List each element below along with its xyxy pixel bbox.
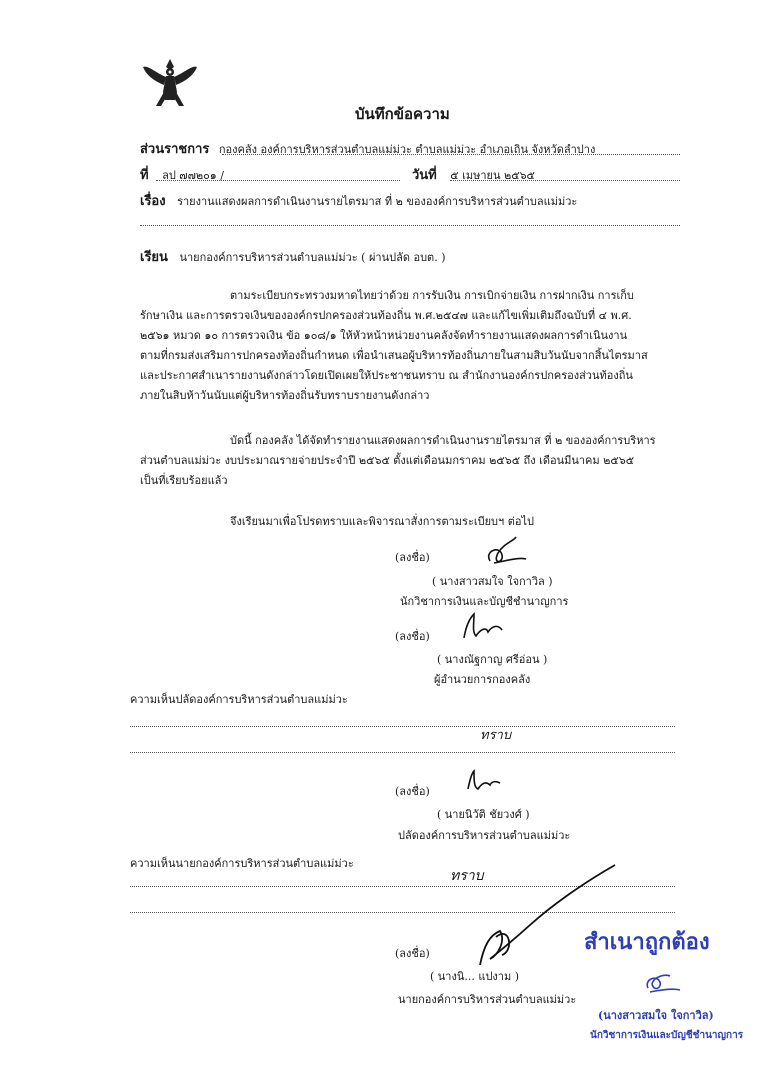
signer3-sign-label: (ลงชื่อ) — [395, 785, 430, 798]
signature-3-icon — [462, 765, 512, 795]
p2-line1: บัดนี้ กองคลัง ได้จัดทำรายงานแสดงผลการดำเนินงานรายไตรมาส ที่ ๒ ขององค์การบริหาร — [230, 434, 656, 447]
date-label: วันที่ — [412, 168, 437, 183]
p2-line3: เป็นที่เรียบร้อยแล้ว — [140, 474, 228, 487]
mayor-note: ทราบ — [450, 868, 484, 884]
signer1-sign-label: (ลงชื่อ) — [395, 551, 430, 564]
garuda-emblem-icon — [140, 55, 200, 115]
p1-line4: ตามที่กรมส่งเสริมการปกครองท้องถิ่นกำหนด เพื่อนำเสนอผู้บริหารท้องถิ่นภายในสามสิบวันนับจากสิ้นไตรมาส — [140, 349, 648, 362]
signer4-position: นายกองค์การบริหารส่วนตำบลแม่ม่วะ — [398, 993, 577, 1006]
signer4-sign-label: (ลงชื่อ) — [395, 947, 430, 960]
signer2-name: ( นางณัฐกาญ ศรีอ่อน ) — [437, 653, 548, 666]
to-label: เรียน — [140, 250, 168, 265]
signer3-name: ( นายนิวัติ ชัยวงศ์ ) — [437, 808, 530, 821]
to-value: นายกองค์การบริหารส่วนตำบลแม่ม่วะ ( ผ่านปลัด อบต. ) — [179, 251, 446, 264]
agency-row — [140, 138, 595, 159]
p1-line3: ๒๕๖๑ หมวด ๑๐ การตรวจเงิน ข้อ ๑๐๘/๑ ให้หัวหน้าหน่วยงานคลังจัดทำรายงานแสดงผลการดำเนินงาน — [140, 329, 628, 342]
p1-line1: ตามระเบียบกระทรวงมหาดไทยว่าด้วย การรับเงิน การเบิกจ่ายเงิน การฝากเงิน การเก็บ — [230, 289, 634, 302]
signer4-name: ( นางนิ... แปงาม ) — [430, 970, 520, 983]
p1-line6: ภายในสิบห้าวันนับแต่ผู้บริหารท้องถิ่นรับทราบรายงานดังกล่าว — [140, 389, 430, 402]
signer3-position: ปลัดองค์การบริหารส่วนตำบลแม่ม่วะ — [398, 829, 571, 842]
certification-position: นักวิชาการเงินและบัญชีชำนาญการ — [590, 1030, 744, 1041]
ref-row — [140, 164, 224, 185]
signature-2-icon — [458, 608, 518, 644]
date-value: ๕ เมษายน ๒๕๖๕ — [450, 169, 535, 182]
mayor-opinion-label: ความเห็นนายกองค์การบริหารส่วนตำบลแม่ม่วะ — [130, 857, 354, 870]
memo-title: บันทึกข้อความ — [355, 105, 450, 123]
signature-1-icon — [480, 535, 530, 571]
palat-note: ทราบ — [480, 728, 512, 743]
agency-label: ส่วนราชการ — [140, 142, 210, 157]
p2-line2: ส่วนตำบลแม่ม่วะ งบประมาณรายจ่ายประจำปี ๒๕๖๕ ตั้งแต่เดือนมกราคม ๒๕๖๕ ถึง เดือนมีนาคม ๒๕๖๕ — [140, 454, 635, 467]
palat-opinion-label: ความเห็นปลัดองค์การบริหารส่วนตำบลแม่ม่วะ — [130, 693, 348, 706]
certification-signature-icon — [640, 968, 686, 998]
to-row — [140, 246, 445, 267]
date-row — [412, 164, 535, 185]
p1-line2: รักษาเงิน และการตรวจเงินขององค์กรปกครองส่วนท้องถิ่น พ.ศ.๒๕๔๗ และแก้ไขเพิ่มเติมถึงฉบับที่ ๔ พ.ศ. — [140, 309, 632, 322]
subject-label: เรื่อง — [140, 194, 166, 209]
p1-line5: และประกาศสำเนารายงานดังกล่าวโดยเปิดเผยให้ประชาชนทราบ ณ สำนักงานองค์กรปกครองส่วนท้องถิ่น — [140, 369, 633, 382]
closing-line: จึงเรียนมาเพื่อโปรดทราบและพิจารณาสั่งการตามระเบียบฯ ต่อไป — [230, 515, 534, 528]
certification-title: สำเนาถูกต้อง — [584, 929, 710, 955]
signer1-name: ( นางสาวสมใจ ใจกาวิล ) — [432, 575, 553, 588]
subject-value: รายงานแสดงผลการดำเนินงานรายไตรมาส ที่ ๒ ขององค์การบริหารส่วนตำบลแม่ม่วะ — [177, 195, 578, 208]
agency-value: กองคลัง องค์การบริหารส่วนตำบลแม่ม่วะ ตำบลแม่ม่วะ อำเภอเถิน จังหวัดลำปาง — [218, 143, 596, 156]
certification-name: (นางสาวสมใจ ใจกาวิล) — [598, 1009, 714, 1022]
signer2-position: ผู้อำนวยการกองคลัง — [434, 673, 531, 686]
signer2-sign-label: (ลงชื่อ) — [395, 630, 430, 643]
ref-label: ที่ — [140, 168, 149, 183]
subject-row — [140, 190, 577, 211]
ref-value: ลป ๗๗๒๐๑ / — [162, 169, 224, 182]
signer1-position: นักวิชาการเงินและบัญชีชำนาญการ — [400, 595, 569, 608]
